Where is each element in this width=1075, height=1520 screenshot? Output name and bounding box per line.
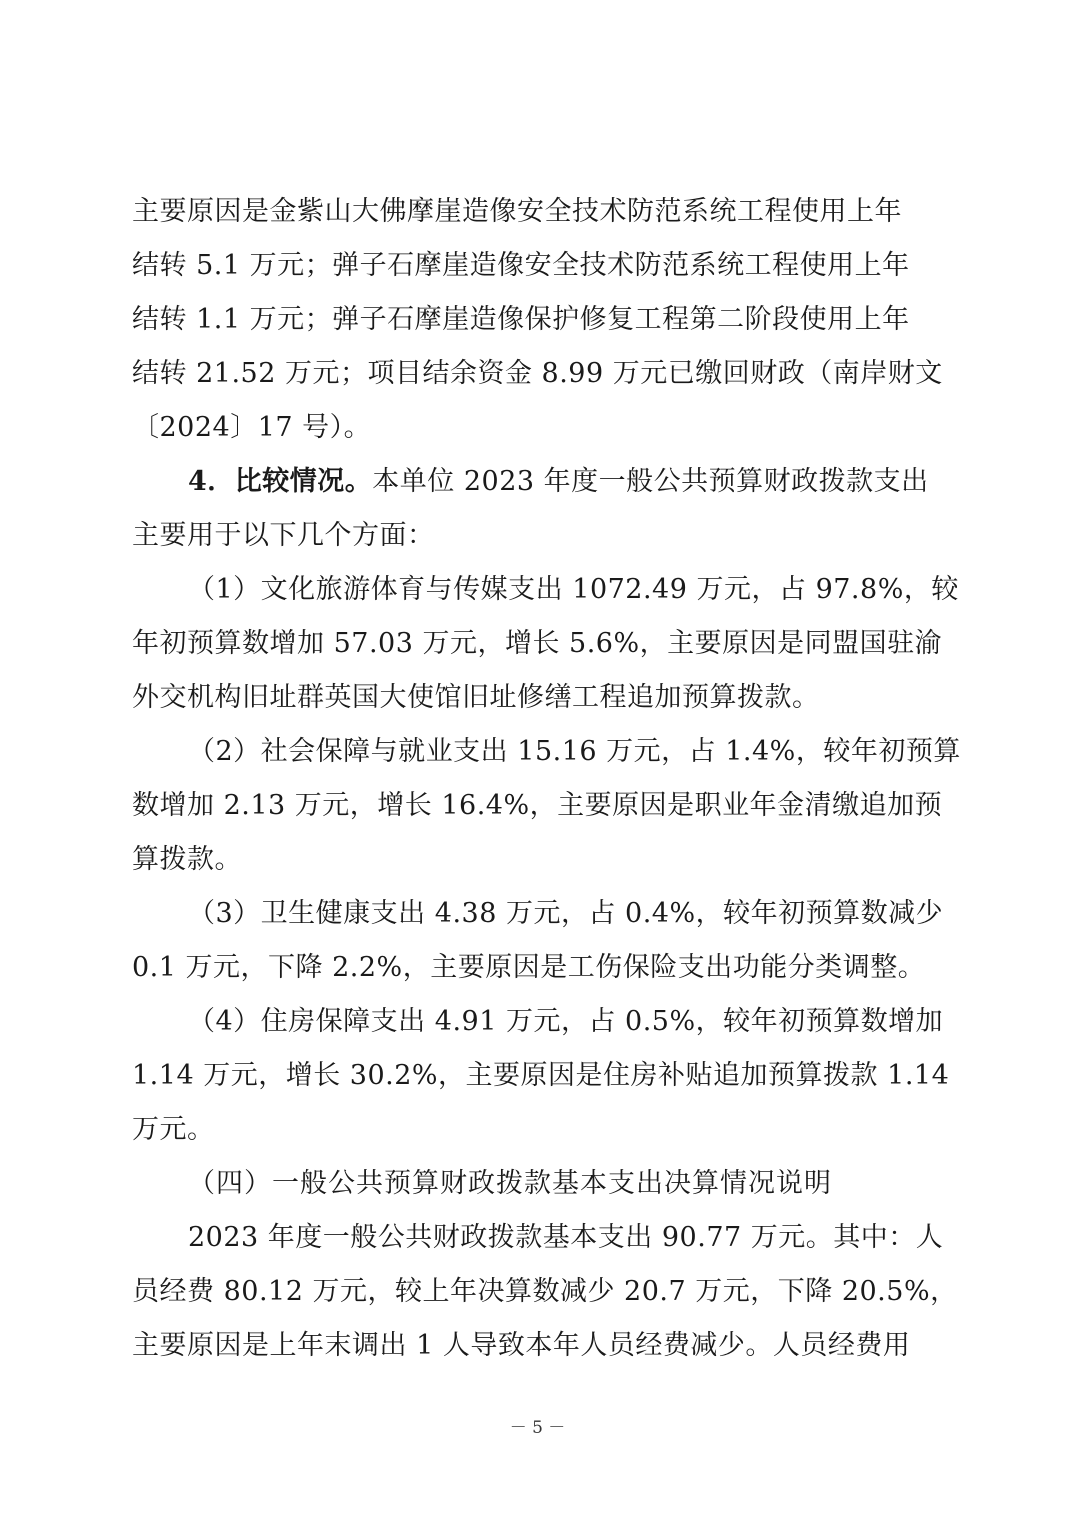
text-line: 结转 5.1 万元；弹子石摩崖造像安全技术防范系统工程使用上年 [132, 250, 910, 281]
text-line: 〔2024〕17 号）。 [132, 412, 372, 443]
section-four-line: 主要原因是上年末调出 1 人导致本年人员经费减少。人员经费用 [132, 1330, 911, 1361]
section-four-line: 员经费 80.12 万元，较上年决算数减少 20.7 万元，下降 20.5%， [132, 1276, 958, 1307]
comparison-heading: 4．比较情况。 [188, 466, 373, 497]
text-line: 结转 21.52 万元；项目结余资金 8.99 万元已缴回财政（南岸财文 [132, 358, 943, 389]
document-body [132, 185, 961, 1373]
section-four-heading: （四）一般公共预算财政拨款基本支出决算情况说明 [188, 1168, 832, 1199]
comparison-intro: 本单位 2023 年度一般公共预算财政拨款支出 [372, 466, 929, 497]
item-4-line: 1.14 万元，增长 30.2%，主要原因是住房补贴追加预算拨款 1.14 [132, 1060, 950, 1091]
item-4-line: 万元。 [132, 1114, 215, 1145]
item-1-line: 外交机构旧址群英国大使馆旧址修缮工程追加预算拨款。 [132, 682, 820, 713]
item-3-line: （3）卫生健康支出 4.38 万元，占 0.4%，较年初预算数减少 [188, 898, 944, 929]
item-2-line: 算拨款。 [132, 844, 242, 875]
item-2-line: 数增加 2.13 万元，增长 16.4%，主要原因是职业年金清缴追加预 [132, 790, 943, 821]
comparison-paragraph [132, 455, 944, 509]
item-2-line: （2）社会保障与就业支出 15.16 万元，占 1.4%，较年初预算 [188, 736, 961, 767]
text-line: 结转 1.1 万元；弹子石摩崖造像保护修复工程第二阶段使用上年 [132, 304, 910, 335]
text-line: 主要原因是金紫山大佛摩崖造像安全技术防范系统工程使用上年 [132, 196, 902, 227]
item-1-line: （1）文化旅游体育与传媒支出 1072.49 万元，占 97.8%，较 [188, 574, 959, 605]
text-line: 主要用于以下几个方面： [132, 520, 435, 551]
section-four-line: 2023 年度一般公共财政拨款基本支出 90.77 万元。其中：人 [188, 1222, 944, 1253]
item-1-line: 年初预算数增加 57.03 万元，增长 5.6%，主要原因是同盟国驻渝 [132, 628, 943, 659]
item-3-line: 0.1 万元，下降 2.2%，主要原因是工伤保险支出功能分类调整。 [132, 952, 926, 983]
item-4-line: （4）住房保障支出 4.91 万元，占 0.5%，较年初预算数增加 [188, 1006, 944, 1037]
page-number: － 5 － [509, 1418, 566, 1438]
